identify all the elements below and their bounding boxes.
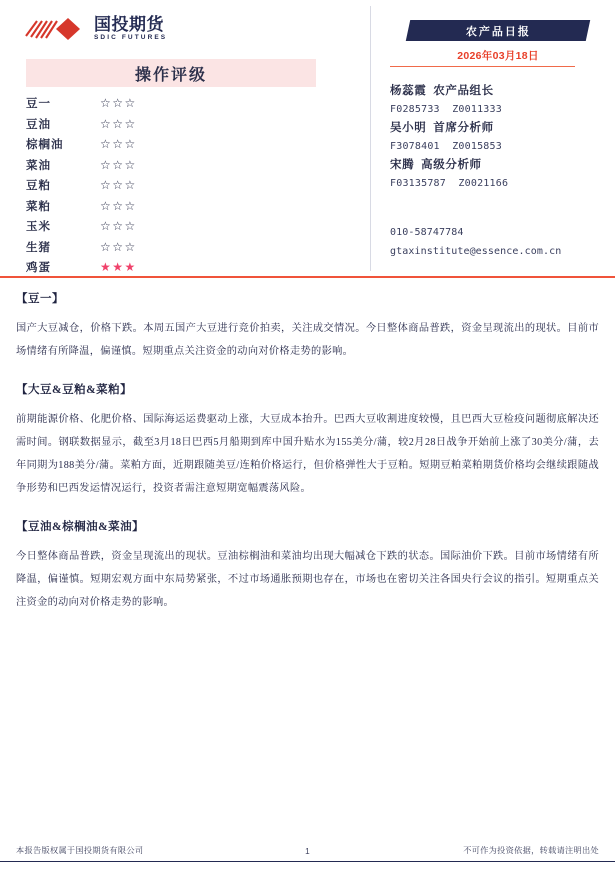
footer-copyright: 本报告版权属于国投期货有限公司 xyxy=(16,845,144,855)
footer-page-number: 1 xyxy=(305,846,310,856)
report-header xyxy=(0,0,615,277)
analyst-list xyxy=(390,82,600,193)
rating-stars: ☆☆☆ xyxy=(100,178,137,193)
rating-stars: ☆☆☆ xyxy=(100,198,137,213)
table-row xyxy=(26,175,316,196)
rating-panel-title xyxy=(26,59,316,87)
table-row xyxy=(26,237,316,258)
analyst-license-code: F3078401 Z0015853 xyxy=(390,141,502,152)
report-section-soybean-meal xyxy=(0,381,615,500)
table-row xyxy=(26,196,316,217)
report-date: 2026年03月18日 xyxy=(457,50,539,62)
table-row xyxy=(26,155,316,176)
date-underline-rule xyxy=(390,66,575,67)
table-row xyxy=(26,114,316,135)
analyst-name: 宋腾 高级分析师 xyxy=(390,159,482,171)
rating-stars: ☆☆☆ xyxy=(100,157,137,172)
rating-commodity-name: 生猪 xyxy=(26,241,51,254)
report-section-douyi xyxy=(0,290,615,363)
table-row xyxy=(26,257,316,278)
company-logo xyxy=(24,16,167,42)
analyst-license-code: F0285733 Z0011333 xyxy=(390,104,502,115)
rating-commodity-name: 豆一 xyxy=(26,98,51,111)
analyst-name: 杨蕊霞 农产品组长 xyxy=(390,85,494,97)
footer-disclaimer: 不可作为投资依据，转载请注明出处 xyxy=(463,845,599,855)
rating-commodity-name: 菜粕 xyxy=(26,200,51,213)
section-body: 今日整体商品普跌，资金呈现流出的现状。豆油棕榈油和菜油均出现大幅减仓下跌的状态。国际油价下跌。目前市场情绪有所降温，偏谨慎。短期宏观方面中东局势紧张，不过市场通胀预期也存在，市场也在密切关注各国央行会议的指引。短期重点关注资金的动向对价格走势的影响。 xyxy=(16,551,599,608)
rating-commodity-name: 豆油 xyxy=(26,118,51,131)
contact-email[interactable]: gtaxinstitute@essence.com.cn xyxy=(390,246,562,257)
contact-info xyxy=(390,223,605,261)
rating-commodity-name: 棕榈油 xyxy=(26,139,64,152)
rating-table xyxy=(26,93,316,278)
rating-stars: ★★★ xyxy=(100,260,137,275)
section-title: 【豆一】 xyxy=(16,293,64,305)
report-body xyxy=(0,290,615,632)
logo-english-name: SDIC FUTURES xyxy=(94,34,168,42)
report-footer xyxy=(0,845,615,863)
rating-stars: ☆☆☆ xyxy=(100,239,137,254)
table-row xyxy=(26,216,316,237)
section-title: 【大豆&豆粕&菜粕】 xyxy=(16,384,133,396)
report-section-oils xyxy=(0,518,615,614)
contact-phone[interactable]: 010-58747784 xyxy=(390,227,464,238)
report-type-banner xyxy=(406,20,590,41)
section-body: 国产大豆减仓，价格下跌。本周五国产大豆进行竞价拍卖，关注成交情况。今日整体商品普跌，资金呈现流出的现状。目前市场情绪有所降温，偏谨慎。短期重点关注资金的动向对价格走势的影响。 xyxy=(16,323,599,357)
rating-stars: ☆☆☆ xyxy=(100,219,137,234)
table-row xyxy=(26,134,316,155)
logo-chinese-name: 国投期货 xyxy=(94,15,164,35)
analyst-license-code: F03135787 Z0021166 xyxy=(390,178,509,189)
table-row xyxy=(26,93,316,114)
rating-commodity-name: 菜油 xyxy=(26,159,51,172)
footer-rule xyxy=(0,861,615,863)
rating-commodity-name: 玉米 xyxy=(26,221,51,234)
section-title: 【豆油&棕榈油&菜油】 xyxy=(16,521,145,533)
section-body: 前期能源价格、化肥价格、国际海运运费驱动上涨，大豆成本抬升。巴西大豆收割进度较慢，且巴西大豆检疫问题彻底解决还需时间。钢联数据显示，截至3月18日巴西5月船期到库中国升贴水为155美分/蒲，较2月28日战争开始前上涨了30美分/蒲，去年同期为188美分/蒲。菜粕方面，近期跟随美豆/连粕价格运行，但价格弹性大于豆粕。短期豆粕菜粕期货价格均会继续跟随战争形势和巴西发运情况运行，投资者需注意短期宽幅震荡风险。 xyxy=(16,414,599,494)
rating-stars: ☆☆☆ xyxy=(100,137,137,152)
logo-mark-icon xyxy=(24,16,88,42)
analyst-name: 吴小明 首席分析师 xyxy=(390,122,494,134)
rating-stars: ☆☆☆ xyxy=(100,116,137,131)
rating-stars: ☆☆☆ xyxy=(100,96,137,111)
rating-commodity-name: 鸡蛋 xyxy=(26,262,51,275)
header-bottom-rule xyxy=(0,276,615,278)
report-type-label: 农产品日报 xyxy=(465,25,531,38)
header-vertical-divider xyxy=(370,6,371,271)
rating-commodity-name: 豆粕 xyxy=(26,180,51,193)
rating-panel-title-text: 操作评级 xyxy=(134,66,207,84)
